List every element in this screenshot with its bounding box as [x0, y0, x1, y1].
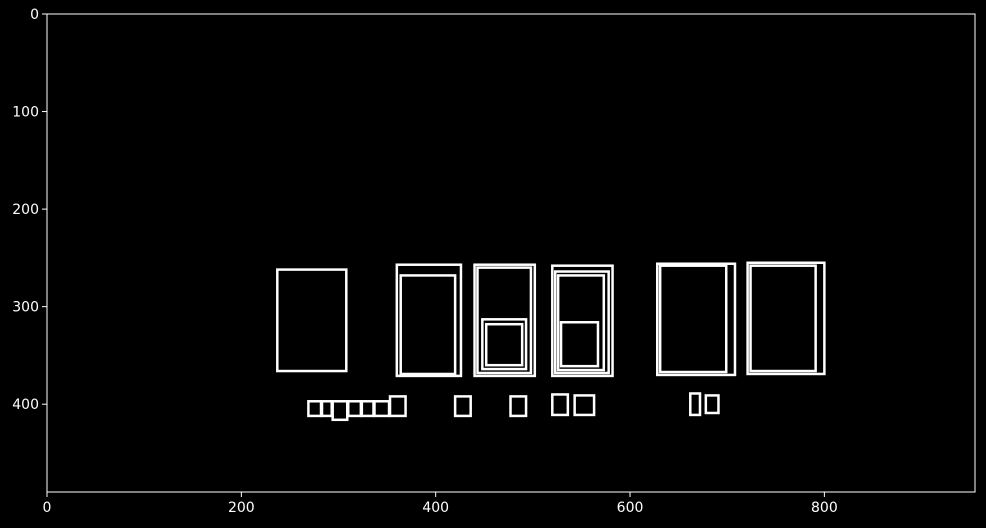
y-tick-label: 400	[12, 397, 39, 414]
x-tick-label: 200	[227, 500, 255, 516]
y-tick-label: 100	[12, 104, 39, 121]
x-tick-label: 0	[42, 500, 52, 516]
y-tick-label: 200	[12, 202, 39, 219]
x-tick-label: 400	[422, 500, 450, 516]
x-tick-label: 800	[811, 500, 838, 516]
y-tick-label: 0	[30, 7, 39, 23]
y-tick-label: 300	[12, 299, 39, 316]
x-tick-label: 600	[616, 500, 644, 516]
